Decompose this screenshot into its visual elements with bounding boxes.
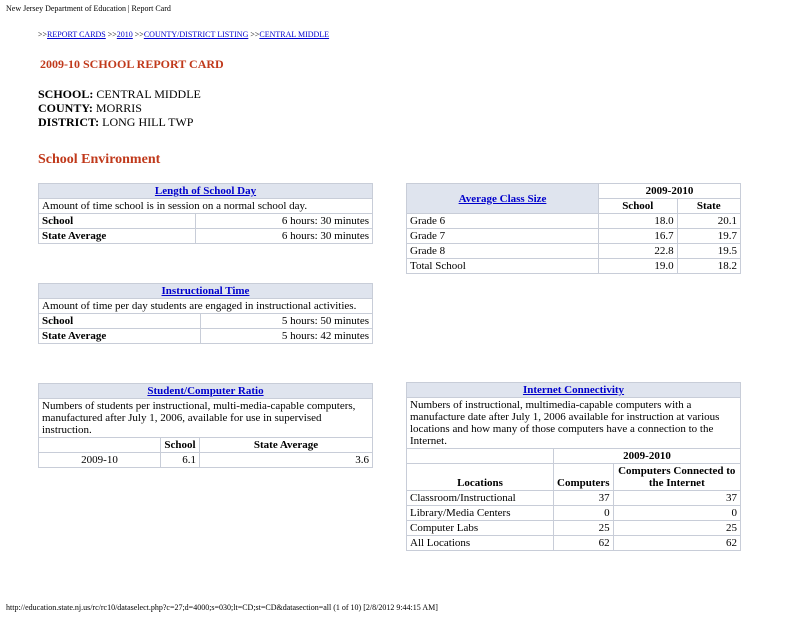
row-label: Total School [407,259,599,274]
row-value: 6 hours: 30 minutes [196,229,373,244]
row-label: Grade 7 [407,229,599,244]
col-locations: Locations [407,464,554,491]
school-value: 18.0 [599,214,678,229]
state-ratio: 3.6 [200,453,373,468]
col-state: State [677,199,740,214]
col-computers: Computers [554,464,614,491]
internet-desc: Numbers of instructional, multimedia-capable computers with a manufacture date after July 1, 2006 available for instruction at various locations and how many of those computers have a connection to the Internet. [407,398,741,449]
class-size-link[interactable]: Average Class Size [458,192,547,205]
row-value: 5 hours: 42 minutes [201,329,373,344]
col-state-average: State Average [200,438,373,453]
connected-value: 62 [613,536,740,551]
breadcrumb-school[interactable]: CENTRAL MIDDLE [259,30,330,39]
student-computer-desc: Numbers of students per instructional, multi-media-capable computers, manufactured after July 1, 2006, available for use in supervised instruction. [39,399,373,438]
col-school: School [161,438,200,453]
length-of-day-header [39,184,373,199]
report-title: 2009-10 SCHOOL REPORT CARD [40,57,224,71]
school-value: 16.7 [599,229,678,244]
row-label: School [39,214,196,229]
col-connected: Computers Connected to the Internet [613,464,740,491]
connected-value: 37 [613,491,740,506]
county-label: COUNTY: [38,101,93,115]
col-school: School [599,199,678,214]
instructional-time-link[interactable]: Instructional Time [161,285,250,297]
internet-header [407,383,741,398]
breadcrumb-report-cards[interactable]: REPORT CARDS [47,30,106,39]
breadcrumb: >>REPORT CARDS >>2010 >>COUNTY/DISTRICT LISTING >>CENTRAL MIDDLE [38,30,330,39]
row-label: Computer Labs [407,521,554,536]
class-size-table [406,183,741,274]
state-value: 20.1 [677,214,740,229]
internet-table [406,382,741,551]
breadcrumb-county-district[interactable]: COUNTY/DISTRICT LISTING [143,30,249,39]
instructional-time-header [39,284,373,299]
connected-value: 25 [613,521,740,536]
class-size-year: 2009-2010 [599,184,741,199]
computers-value: 0 [554,506,614,521]
student-computer-table [38,383,373,468]
instructional-time-desc: Amount of time per day students are engaged in instructional activities. [39,299,373,314]
computers-value: 25 [554,521,614,536]
school-info [38,87,201,129]
computers-value: 62 [554,536,614,551]
school-value: 19.0 [599,259,678,274]
school-name: CENTRAL MIDDLE [96,87,201,101]
row-value: 6 hours: 30 minutes [196,214,373,229]
row-label: State Average [39,229,196,244]
student-computer-header [39,384,373,399]
school-value: 22.8 [599,244,678,259]
instructional-time-table [38,283,373,344]
row-label: Library/Media Centers [407,506,554,521]
row-label: All Locations [407,536,554,551]
student-computer-link[interactable]: Student/Computer Ratio [147,385,264,397]
breadcrumb-year[interactable]: 2010 [116,30,133,39]
row-label: School [39,314,201,329]
connected-value: 0 [613,506,740,521]
length-of-day-link[interactable]: Length of School Day [154,185,257,197]
county-name: MORRIS [95,101,142,115]
year-cell: 2009-10 [39,453,161,468]
length-of-day-desc: Amount of time school is in session on a normal school day. [39,199,373,214]
district-label: DISTRICT: [38,115,100,129]
class-size-header [407,184,599,214]
school-label: SCHOOL: [38,87,94,101]
internet-year: 2009-2010 [554,449,741,464]
length-of-day-table [38,183,373,244]
school-ratio: 6.1 [161,453,200,468]
row-value: 5 hours: 50 minutes [201,314,373,329]
section-title: School Environment [38,152,161,167]
district-name: LONG HILL TWP [102,115,194,129]
page-footer-url: http://education.state.nj.us/rc/rc10/dataselect.php?c=27;d=4000;s=030;lt=CD;st=CD&datasection=all (1 of 10) [2/8/2012 9:44:15 AM] [6,603,438,612]
row-label: State Average [39,329,201,344]
row-label: Grade 8 [407,244,599,259]
row-label: Classroom/Instructional [407,491,554,506]
browser-header: New Jersey Department of Education | Report Card [6,4,171,13]
state-value: 18.2 [677,259,740,274]
state-value: 19.5 [677,244,740,259]
internet-link[interactable]: Internet Connectivity [522,384,625,396]
row-label: Grade 6 [407,214,599,229]
computers-value: 37 [554,491,614,506]
state-value: 19.7 [677,229,740,244]
